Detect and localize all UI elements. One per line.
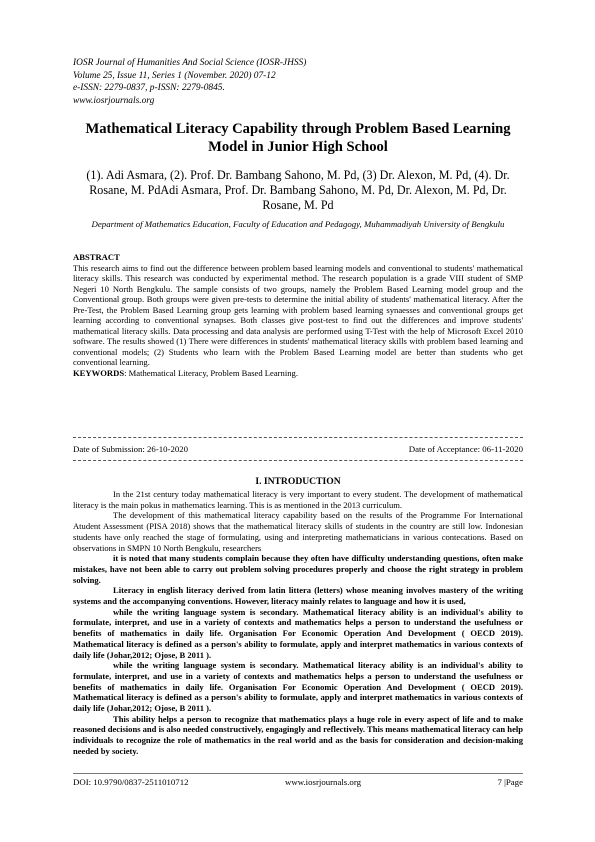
journal-name: IOSR Journal of Humanities And Social Science (IOSR-JHSS): [73, 58, 307, 68]
journal-issn: e-ISSN: 2279-0837, p-ISSN: 2279-0845.: [73, 83, 225, 94]
footer-doi: DOI: 10.9790/0837-2511010712: [73, 777, 189, 787]
body-text: [73, 489, 523, 757]
paragraph-2: The development of this mathematical literacy capability based on the results of the Programme For International Atudent Assessment (PISA 2018) shows that the mathematical literacy skills of students in the country are still low. Indonesian students have only reached the stage of formulating, using and interpreting mathematicians in various contecations. Based on observations in SMPN 10 North Bengkulu, researchers: [73, 510, 523, 553]
paragraph-4: Literacy in english literacy derived from latin littera (letters) whose meaning involves mastery of the writing systems and the accompanying conventions. However, literacy mainly relates to language and how it is used,: [73, 585, 523, 607]
keywords-label: KEYWORDS: [73, 368, 125, 379]
keywords: [73, 368, 523, 379]
footer-website[interactable]: www.iosrjournals.org: [285, 777, 361, 787]
separator-top: [73, 437, 523, 438]
submission-date: Date of Submission: 26-10-2020: [73, 444, 189, 454]
paper-title: Mathematical Literacy Capability through Problem Based Learning Model in Junior High School: [85, 121, 511, 155]
abstract: [73, 252, 523, 379]
paragraph-6: while the writing language system is secondary. Mathematical literacy ability is an individual's ability to formulate, interpret, and use in a variety of contexts and mathematics helps a person to understand the usefulness or benefits of mathematics in daily life. Organisation For Economic Operation And Development ( OECD 2019). Mathematical literacy is defined as a person's ability to formulate, apply and interpret mathematics in various contexts of daily life (Johar,2012; Ojose, B 2011 ).: [73, 660, 523, 714]
keywords-text: : Mathematical Literacy, Problem Based Learning.: [124, 368, 298, 379]
acceptance-date: Date of Acceptance: 06-11-2020: [408, 444, 523, 454]
paragraph-7: This ability helps a person to recognize that mathematics plays a huge role in every aspect of life and to make reasoned decisions and is also needed constructively, engagingly and reflectively. This means mathematical literacy can help individuals to recognize the role of mathematics in the real world and as the basis for consideration and decision-making needed by society.: [73, 713, 523, 756]
journal-header: [73, 57, 533, 107]
abstract-heading: ABSTRACT: [73, 252, 120, 262]
section-heading: I. INTRODUCTION: [255, 476, 341, 487]
paragraph-3: it is noted that many students complain because they often have difficulty understanding questions, often make mistakes, have not been able to carry out problem solving procedures properly and choose the right strategy in problem solving.: [73, 553, 523, 585]
journal-volume: Volume 25, Issue 11, Series 1 (November. 2020) 07-12: [73, 70, 276, 81]
paragraph-1: In the 21st century today mathematical literacy is very important to every student. The development of mathematical literacy is the main pokus in mathematics learning. This is as mentioned in the 2013 curriculum.: [73, 489, 523, 510]
paper-authors: (1). Adi Asmara, (2). Prof. Dr. Bambang Sahono, M. Pd, (3) Dr. Alexon, M. Pd, (4). Dr. Rosane, M. PdAdi Asmara, Prof. Dr. Bambang Sahono, M. Pd, Dr. Alexon, M. Pd, Dr. Rosane, M. Pd: [86, 168, 510, 212]
journal-website[interactable]: www.iosrjournals.org: [73, 95, 155, 106]
paragraph-5: while the writing language system is secondary. Mathematical literacy ability is an individual's ability to formulate, interpret, and use in a variety of contexts and mathematics helps a person to understand the usefulness or benefits of mathematics in daily life. Organisation For Economic Operation And Development ( OECD 2019). Mathematical literacy is defined as a person's ability to formulate, apply and interpret mathematics in various contexts of daily life (Johar,2012; Ojose, B 2011 ).: [73, 606, 523, 660]
paper-affiliation: Department of Mathematics Education, Faculty of Education and Pedagogy, Muhammadiyah University of Bengkulu: [91, 219, 505, 229]
footer-page-number: 7 |Page: [497, 777, 523, 787]
footer-rule: [73, 773, 523, 774]
separator-bottom: [73, 460, 523, 461]
abstract-text: This research aims to find out the difference between problem based learning models and conventional to students' mathematical literacy skills. This research was conducted by experimental method. The research population is a grade VIII student of SMP Negeri 10 North Bengkulu. The sample consists of two groups, namely the Problem Based Learning model group and the Conventional group. Both groups were given pre-tests to determine the initial ability of students' mathematical literacy. After the Pre-Test, the Problem Based Learning group gets learning with problem based learning synaesses and conventional groups get learning according to conventional synapses. Both classes give post-test to find out the differences and improve students' mathematical literacy skills. Data processing and data analysis are performed using T-Test with the help of Microsoft Excel 2010 software. The results showed (1) There were differences in students' mathematical literacy skills with problem based learning and conventional models; (2) Students who learn with the Problem Based Learning model are better than students who get conventional learning.: [73, 262, 523, 368]
